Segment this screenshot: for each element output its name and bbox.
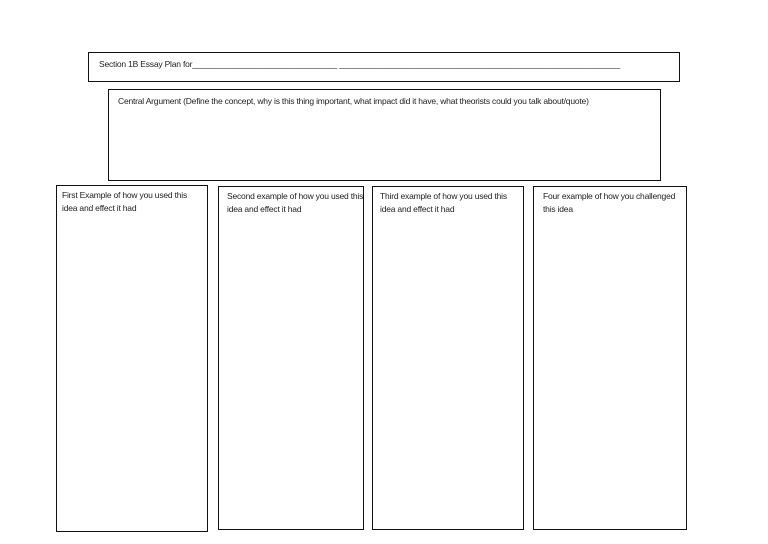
second-example-box — [218, 186, 364, 530]
essay-plan-title: Section 1B Essay Plan for________________________________ ______________________________________________________________ — [99, 59, 621, 69]
third-example-box — [372, 186, 524, 530]
first-example-box — [56, 185, 208, 532]
central-argument-box — [108, 89, 661, 181]
third-example-prompt: Third example of how you used this idea and effect it had — [380, 191, 507, 214]
fourth-example-prompt: Four example of how you challenged this idea — [543, 191, 676, 214]
first-example-prompt: First Example of how you used this idea and effect it had — [62, 190, 188, 213]
second-example-prompt: Second example of how you used this idea and effect it had — [227, 191, 364, 214]
essay-plan-title-box — [88, 52, 680, 82]
central-argument-prompt: Central Argument (Define the concept, why is this thing important, what impact did it have, what theorists could you talk about/quote) — [118, 96, 589, 106]
fourth-example-box — [533, 186, 687, 530]
